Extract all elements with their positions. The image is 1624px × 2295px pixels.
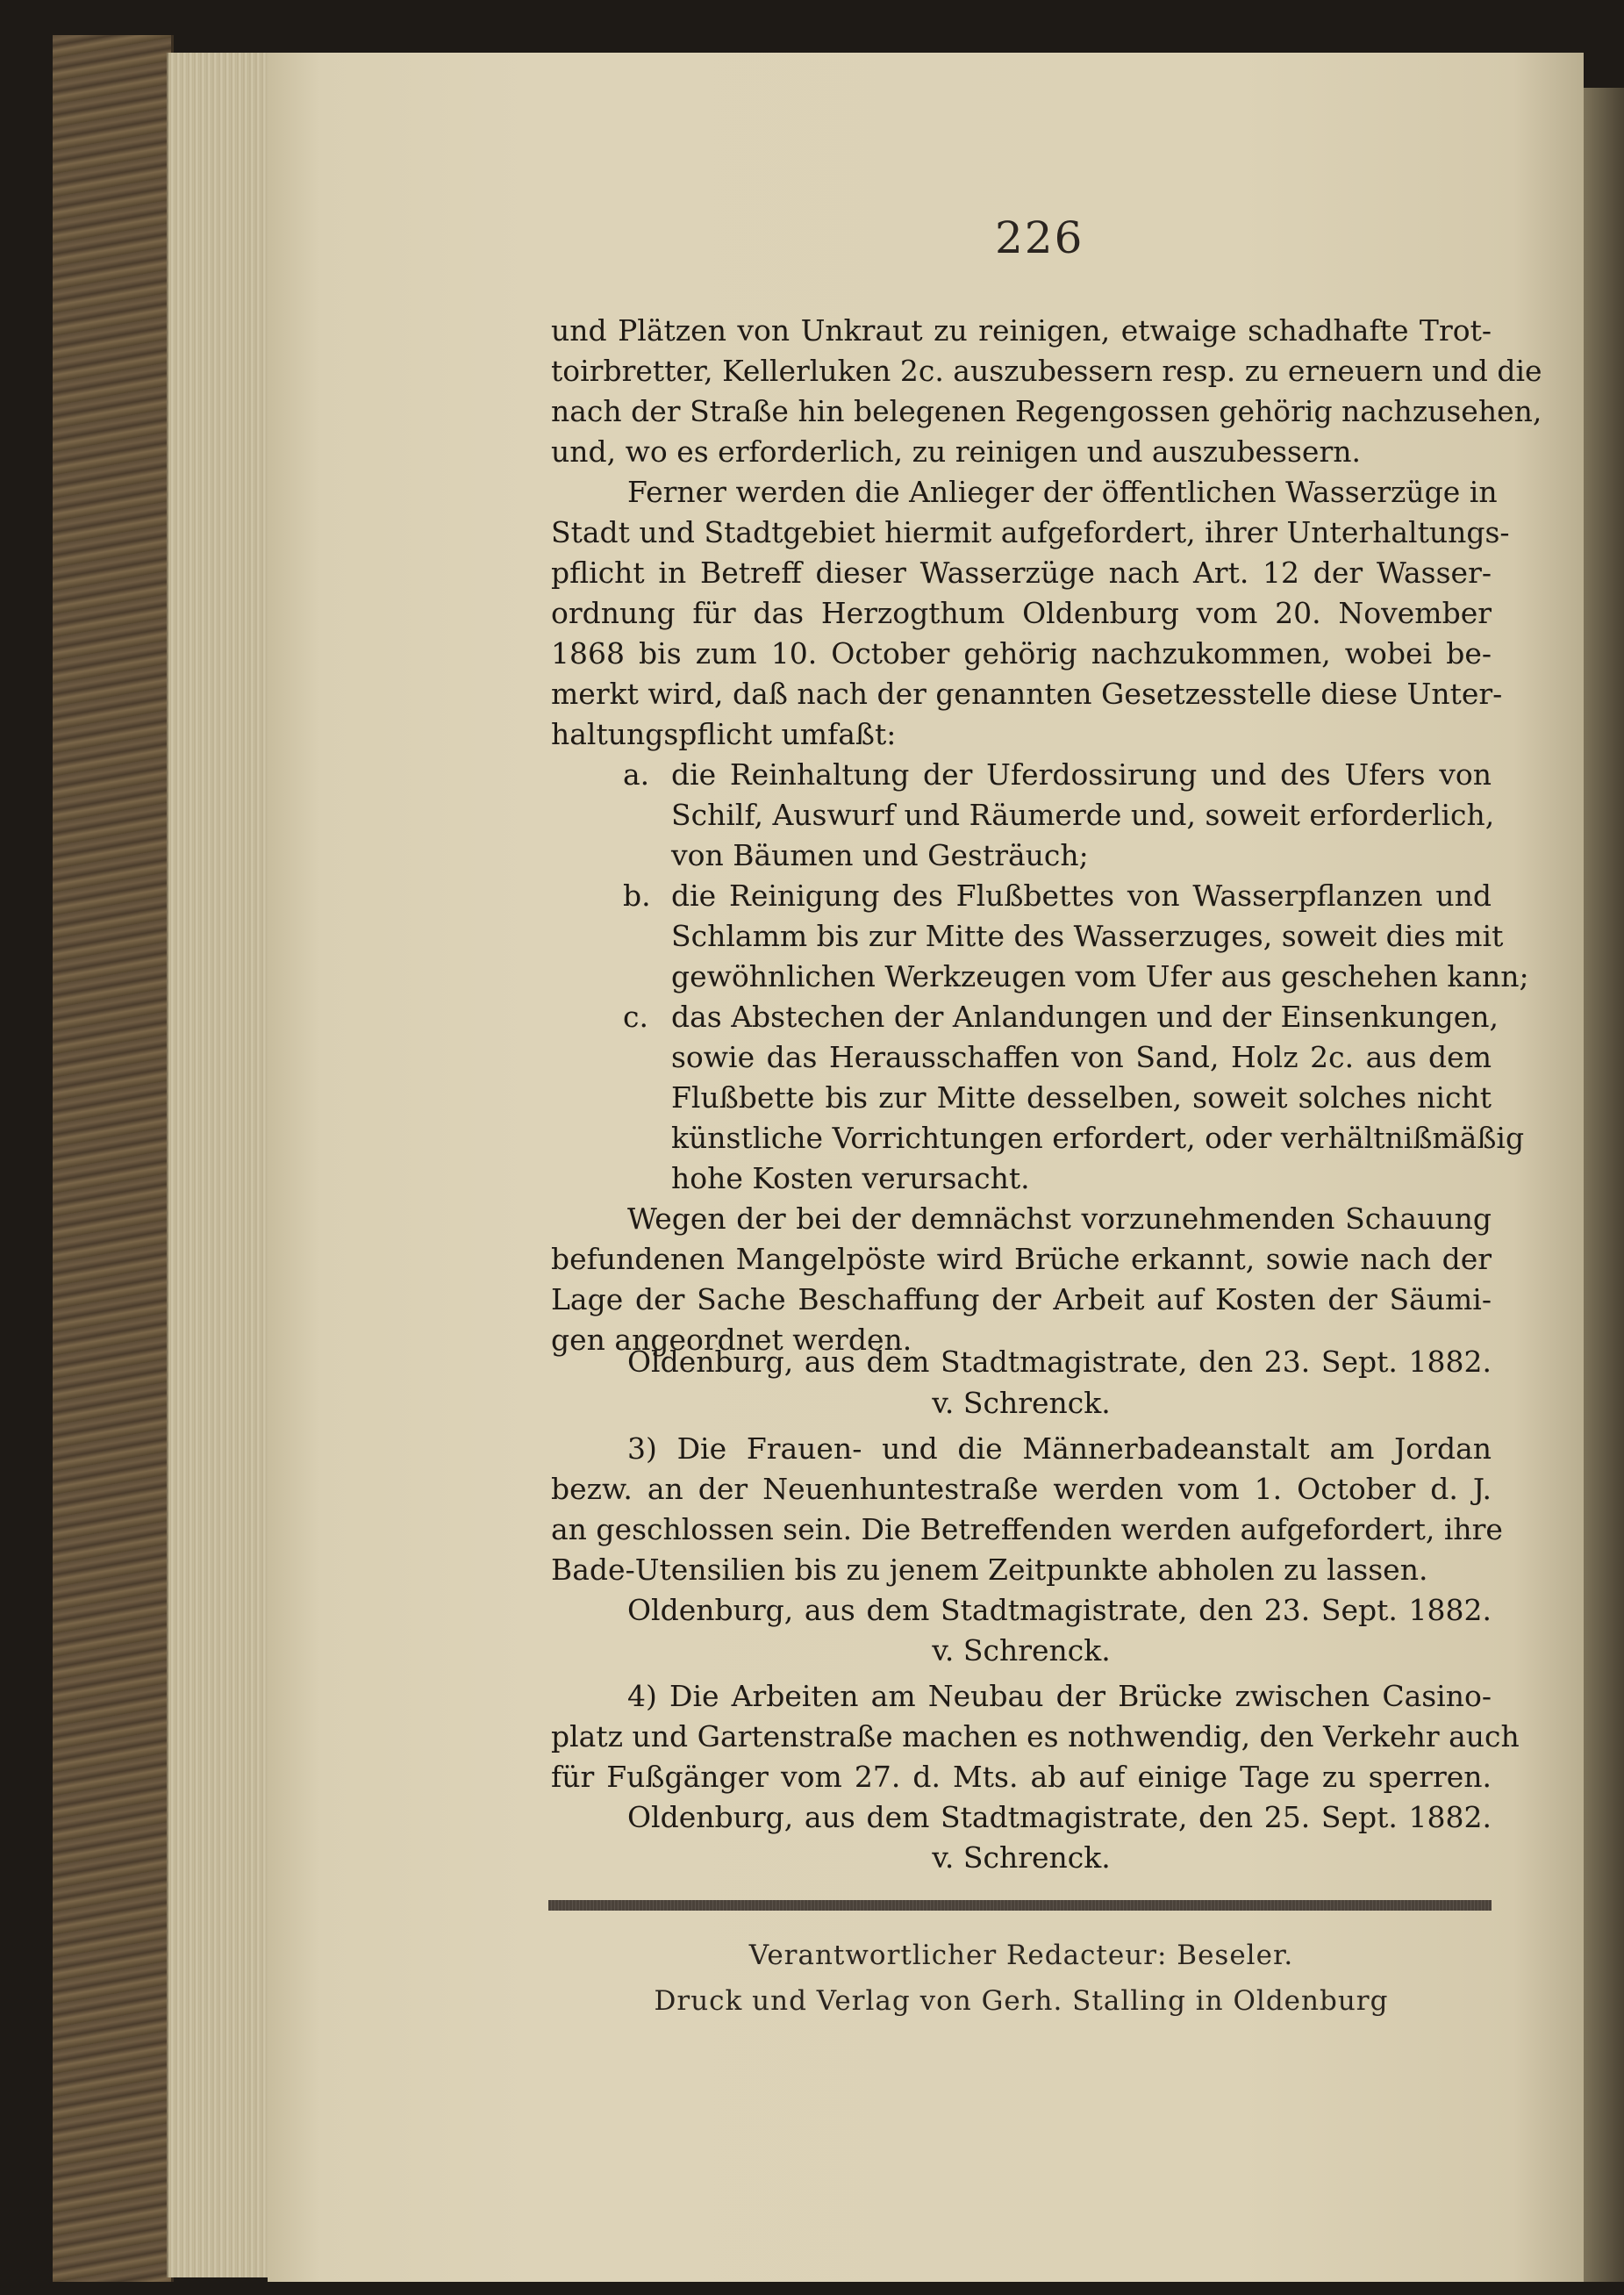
text-line: die Reinhaltung der Uferdossirung und des Ufers von (671, 757, 1492, 792)
text-line: Ferner werden die Anlieger der öffentlichen Wasserzüge in (627, 475, 1498, 509)
text-line: für Fußgänger vom 27. d. Mts. ab auf einige Tage zu sperren. (551, 1760, 1492, 1794)
signature: v. Schrenck. (932, 1840, 1111, 1875)
text-line: pflicht in Betreff dieser Wasserzüge nach Art. 12 der Wasser- (551, 556, 1492, 590)
book-cover (53, 35, 174, 2282)
text-line: ordnung für das Herzogthum Oldenburg vom 20. November (551, 596, 1492, 630)
page-number: 226 (995, 212, 1084, 263)
text-line: Schlamm bis zur Mitte des Wasserzuges, soweit dies mit (671, 919, 1504, 953)
text-line: 3) Die Frauen- und die Männerbadeanstalt am Jordan (627, 1431, 1492, 1466)
text-line: das Abstechen der Anlandungen und der Einsenkungen, (671, 1000, 1499, 1034)
text-line: Flußbette bis zur Mitte desselben, soweit solches nicht (671, 1080, 1492, 1115)
text-line: haltungspflicht umfaßt: (551, 717, 897, 751)
list-label: c. (623, 1000, 648, 1034)
divider-rule (548, 1900, 1492, 1911)
list-label: a. (623, 757, 650, 792)
text-line: und Plätzen von Unkraut zu reinigen, etwaige schadhafte Trot- (551, 313, 1492, 348)
text-line: nach der Straße hin belegenen Regengossen gehörig nachzusehen, (551, 394, 1542, 428)
signature: v. Schrenck. (932, 1386, 1111, 1420)
text-line: platz und Gartenstraße machen es nothwendig, den Verkehr auch (551, 1719, 1520, 1754)
text-line: toirbretter, Kellerluken 2c. auszubessern resp. zu erneuern und die (551, 354, 1542, 388)
text-line: von Bäumen und Gesträuch; (671, 838, 1089, 872)
text-line: und, wo es erforderlich, zu reinigen und auszubessern. (551, 434, 1361, 469)
text-line: hohe Kosten verursacht. (671, 1161, 1030, 1195)
text-line: sowie das Herausschaffen von Sand, Holz 2c. aus dem (671, 1040, 1492, 1074)
text-line: bezw. an der Neuenhuntestraße werden vom 1. October d. J. (551, 1472, 1492, 1506)
dateline: Oldenburg, aus dem Stadtmagistrate, den 23. Sept. 1882. (627, 1593, 1492, 1627)
text-line: merkt wird, daß nach der genannten Gesetzesstelle diese Unter- (551, 677, 1503, 711)
dateline: Oldenburg, aus dem Stadtmagistrate, den 23. Sept. 1882. (627, 1345, 1492, 1379)
page-edges (167, 53, 278, 2277)
text-line: Stadt und Stadtgebiet hiermit aufgefordert, ihrer Unterhaltungs- (551, 515, 1510, 549)
text-line: Schilf, Auswurf und Räumerde und, soweit erforderlich, (671, 798, 1495, 832)
next-page-edge (1584, 88, 1624, 2282)
text-line: Wegen der bei der demnächst vorzunehmenden Schauung (627, 1201, 1492, 1236)
text-line: künstliche Vorrichtungen erfordert, oder verhältnißmäßig (671, 1121, 1525, 1155)
text-line: an geschlossen sein. Die Betreffenden werden aufgefordert, ihre (551, 1512, 1503, 1546)
signature: v. Schrenck. (932, 1633, 1111, 1667)
text-line: gewöhnlichen Werkzeugen vom Ufer aus geschehen kann; (671, 959, 1529, 993)
text-line: Lage der Sache Beschaffung der Arbeit auf Kosten der Säumi- (551, 1282, 1492, 1316)
list-label: b. (623, 879, 651, 913)
text-line: 1868 bis zum 10. October gehörig nachzukommen, wobei be- (551, 636, 1492, 671)
dateline: Oldenburg, aus dem Stadtmagistrate, den 25. Sept. 1882. (627, 1800, 1492, 1834)
text-line: 4) Die Arbeiten am Neubau der Brücke zwischen Casino- (627, 1679, 1492, 1713)
footer-editor: Verantwortlicher Redacteur: Beseler. (748, 1940, 1294, 1971)
text-line: befundenen Mangelpöste wird Brüche erkannt, sowie nach der (551, 1242, 1492, 1276)
footer-printer: Druck und Verlag von Gerh. Stalling in Oldenburg (654, 1985, 1389, 2017)
text-line: Bade-Utensilien bis zu jenem Zeitpunkte abholen zu lassen. (551, 1553, 1428, 1587)
text-line: gen angeordnet werden. (551, 1323, 912, 1357)
text-line: die Reinigung des Flußbettes von Wasserpflanzen und (671, 879, 1492, 913)
